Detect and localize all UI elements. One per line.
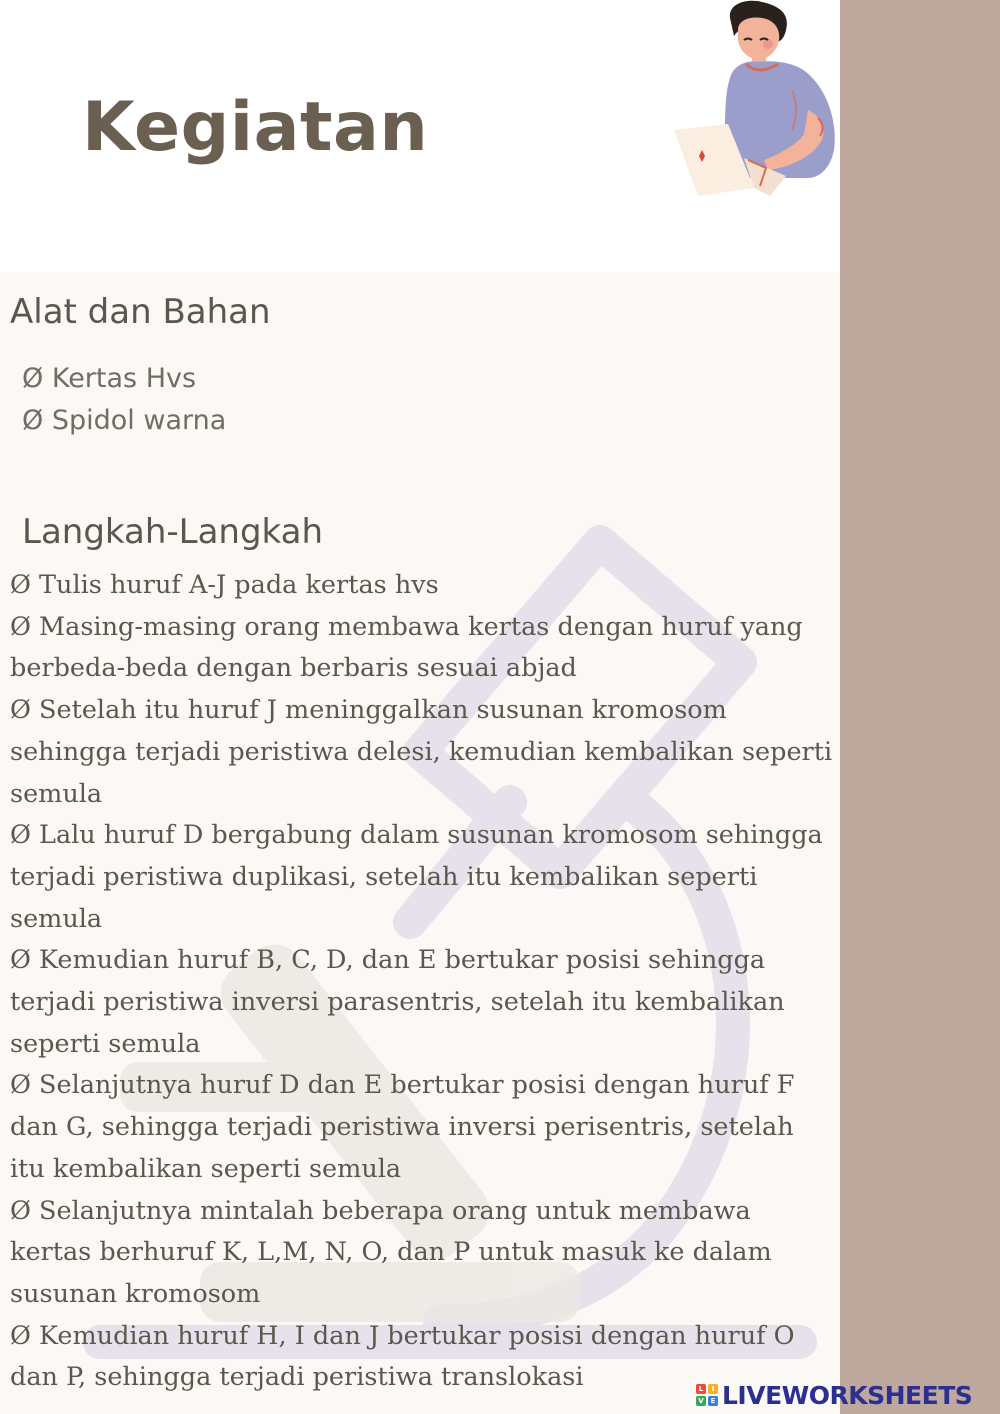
logo-wordmark: LIVEWORKSHEETS: [722, 1380, 973, 1410]
list-item: Ø Selanjutnya mintalah beberapa orang untuk membawa kertas berhuruf K, L,M, N, O, dan P untuk masuk ke dalam susunan kromosom: [10, 1195, 772, 1309]
page-title: Kegiatan: [82, 88, 429, 167]
steps-list: [10, 565, 836, 1399]
page-header: [0, 0, 840, 272]
list-item: Ø Kemudian huruf H, I dan J bertukar posisi dengan huruf O dan P, sehingga terjadi peristiwa translokasi: [10, 1320, 795, 1393]
liveworksheets-logo: [696, 1378, 972, 1412]
list-item: Ø Kemudian huruf B, C, D, dan E bertukar posisi sehingga terjadi peristiwa inversi parasentris, setelah itu kembalikan seperti semula: [10, 945, 785, 1059]
list-item: Ø Masing-masing orang membawa kertas dengan huruf yang berbeda-beda dengan berbaris sesuai abjad: [10, 611, 803, 684]
decorative-side-strip: [840, 0, 1000, 1414]
materials-heading: Alat dan Bahan: [10, 292, 271, 332]
person-with-laptop-illustration: [668, 0, 840, 200]
list-item: Ø Lalu huruf D bergabung dalam susunan kromosom sehingga terjadi peristiwa duplikasi, setelah itu kembalikan seperti semula: [10, 820, 823, 934]
activity-content: [0, 272, 840, 1414]
list-item: Ø Spidol warna: [22, 405, 227, 436]
list-item: Ø Tulis huruf A-J pada kertas hvs: [10, 570, 439, 600]
list-item: Ø Kertas Hvs: [22, 363, 197, 394]
materials-list: [22, 358, 226, 442]
steps-heading: Langkah-Langkah: [22, 512, 324, 552]
list-item: Ø Setelah itu huruf J meninggalkan susunan kromosom sehingga terjadi peristiwa delesi, kemudian kembalikan seperti semula: [10, 695, 833, 809]
logo-mark-icon: L I V E: [696, 1384, 718, 1406]
list-item: Ø Selanjutnya huruf D dan E bertukar posisi dengan huruf F dan G, sehingga terjadi peristiwa inversi perisentris, setelah itu kembalikan seperti semula: [10, 1070, 795, 1184]
